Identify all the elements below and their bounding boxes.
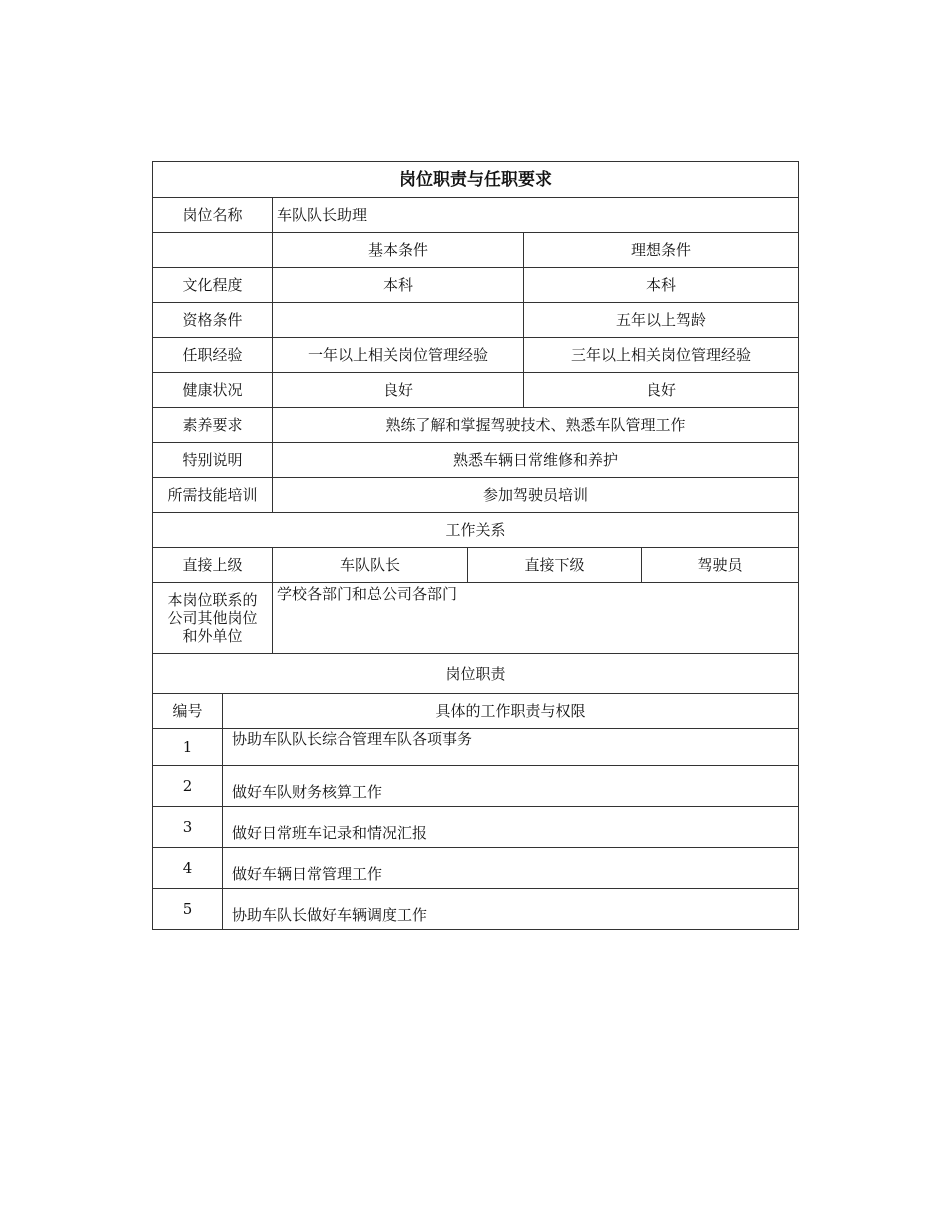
subordinate-label: 直接下级 [468,548,642,583]
merged-row-label: 所需技能培训 [153,478,273,513]
contact-label-line: 公司其他岗位 [167,609,258,627]
position-label: 岗位名称 [153,198,273,233]
duty-number: 5 [153,889,223,930]
merged-row-label: 素养要求 [153,408,273,443]
requirement-ideal: 三年以上相关岗位管理经验 [524,338,799,373]
duties-table [152,653,799,930]
requirement-basic: 良好 [273,373,524,408]
requirement-basic: 本科 [273,268,524,303]
ideal-conditions-header: 理想条件 [524,233,799,268]
merged-row-value: 参加驾驶员培训 [273,478,799,513]
contact-units-label [153,583,273,654]
merged-row [153,443,799,478]
basic-conditions-header: 基本条件 [273,233,524,268]
duty-number: 2 [153,766,223,807]
duty-number: 4 [153,848,223,889]
table-row [153,807,799,848]
requirement-basic [273,303,524,338]
table-row [153,766,799,807]
duty-number: 1 [153,729,223,766]
requirement-label: 健康状况 [153,373,273,408]
job-description-document [152,161,798,930]
table-row [153,889,799,930]
empty-corner-cell [153,233,273,268]
duty-text: 做好车辆日常管理工作 [223,848,799,889]
requirement-ideal: 良好 [524,373,799,408]
requirement-basic: 一年以上相关岗位管理经验 [273,338,524,373]
duty-number-header: 编号 [153,694,223,729]
requirement-row [153,338,799,373]
requirement-row [153,373,799,408]
merged-row-value: 熟悉车辆日常维修和养护 [273,443,799,478]
contact-label-line: 本岗位联系的 [167,591,258,609]
merged-row-label: 特别说明 [153,443,273,478]
requirement-label: 资格条件 [153,303,273,338]
merged-row [153,408,799,443]
duties-heading: 岗位职责 [153,654,799,694]
requirement-label: 文化程度 [153,268,273,303]
table-row [153,729,799,766]
subordinate-value: 驾驶员 [642,548,799,583]
requirement-row [153,268,799,303]
requirement-ideal: 本科 [524,268,799,303]
contact-units-value: 学校各部门和总公司各部门 [273,583,799,654]
duty-text: 做好车队财务核算工作 [223,766,799,807]
requirement-ideal: 五年以上驾龄 [524,303,799,338]
table-row [153,848,799,889]
duty-content-header: 具体的工作职责与权限 [223,694,799,729]
superior-label: 直接上级 [153,548,273,583]
duty-text: 协助车队长做好车辆调度工作 [223,889,799,930]
merged-row [153,478,799,513]
contact-label-line: 和外单位 [182,627,243,645]
superior-value: 车队队长 [273,548,468,583]
requirements-table [152,161,799,654]
work-relations-heading: 工作关系 [153,513,799,548]
requirement-row [153,303,799,338]
document-title: 岗位职责与任职要求 [153,162,799,198]
duty-text: 做好日常班车记录和情况汇报 [223,807,799,848]
position-value: 车队队长助理 [273,198,799,233]
duty-text: 协助车队队长综合管理车队各项事务 [223,729,799,766]
duty-number: 3 [153,807,223,848]
merged-row-value: 熟练了解和掌握驾驶技术、熟悉车队管理工作 [273,408,799,443]
requirement-label: 任职经验 [153,338,273,373]
